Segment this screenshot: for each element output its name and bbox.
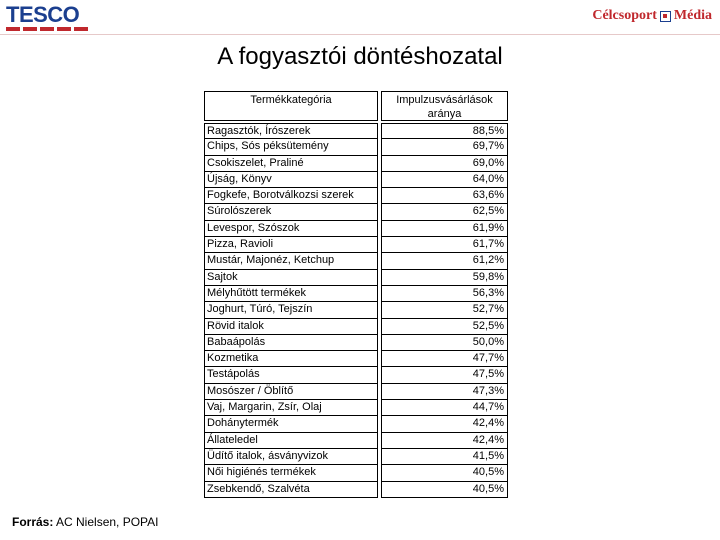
- category-cell: Rövid italok: [204, 319, 378, 335]
- category-cell: Sajtok: [204, 270, 378, 286]
- ratio-cell: 69,0%: [381, 156, 508, 172]
- table-row: [204, 449, 508, 465]
- category-cell: Mélyhűtött termékek: [204, 286, 378, 302]
- table-row: [204, 335, 508, 351]
- table-row: [204, 384, 508, 400]
- table-row: [204, 270, 508, 286]
- ratio-cell: 61,9%: [381, 221, 508, 237]
- ratio-cell: 56,3%: [381, 286, 508, 302]
- category-cell: Női higiénés termékek: [204, 465, 378, 481]
- table-row: [204, 286, 508, 302]
- category-cell: Dohánytermék: [204, 416, 378, 432]
- category-cell: Testápolás: [204, 367, 378, 383]
- category-cell: Vaj, Margarin, Zsír, Olaj: [204, 400, 378, 416]
- ratio-cell: 40,5%: [381, 482, 508, 498]
- table-row: [204, 367, 508, 383]
- table-row: [204, 351, 508, 367]
- ratio-cell: 47,3%: [381, 384, 508, 400]
- category-cell: Babaápolás: [204, 335, 378, 351]
- table-row: [204, 319, 508, 335]
- table-row: [204, 400, 508, 416]
- tesco-stripes-icon: [6, 27, 98, 33]
- ratio-cell: 61,2%: [381, 253, 508, 269]
- table-row: [204, 204, 508, 220]
- table-row: [204, 465, 508, 481]
- column-header-category: [204, 91, 378, 121]
- column-header-ratio-line2: aránya: [427, 108, 462, 120]
- ratio-cell: 59,8%: [381, 270, 508, 286]
- category-cell: Állateledel: [204, 433, 378, 449]
- category-cell: Újság, Könyv: [204, 172, 378, 188]
- category-cell: Kozmetika: [204, 351, 378, 367]
- table-row: [204, 188, 508, 204]
- category-cell: Pizza, Ravioli: [204, 237, 378, 253]
- category-cell: Ragasztók, Írószerek: [204, 123, 378, 139]
- ratio-cell: 47,5%: [381, 367, 508, 383]
- category-cell: Mosószer / Öblítő: [204, 384, 378, 400]
- table-row: [204, 237, 508, 253]
- ratio-cell: 44,7%: [381, 400, 508, 416]
- ratio-cell: 50,0%: [381, 335, 508, 351]
- table-row: [204, 433, 508, 449]
- ratio-cell: 64,0%: [381, 172, 508, 188]
- ratio-cell: 41,5%: [381, 449, 508, 465]
- header-divider: [0, 34, 720, 35]
- ratio-cell: 88,5%: [381, 123, 508, 139]
- ratio-cell: 47,7%: [381, 351, 508, 367]
- table-body: [204, 123, 508, 498]
- table-row: [204, 221, 508, 237]
- ratio-cell: 42,4%: [381, 416, 508, 432]
- celcsoport-media-logo: [592, 7, 712, 25]
- table-row: [204, 156, 508, 172]
- ratio-cell: 63,6%: [381, 188, 508, 204]
- column-header-ratio: [381, 91, 508, 121]
- logo-text-celcsoport: Célcsoport: [592, 8, 657, 23]
- ratio-cell: 52,7%: [381, 302, 508, 318]
- ratio-cell: 62,5%: [381, 204, 508, 220]
- table-row: [204, 416, 508, 432]
- table-row: [204, 123, 508, 139]
- impulse-purchase-table: [200, 88, 512, 500]
- category-cell: Levespor, Szószok: [204, 221, 378, 237]
- table-row: [204, 172, 508, 188]
- category-cell: Csokiszelet, Praliné: [204, 156, 378, 172]
- category-cell: Fogkefe, Borotválkozsi szerek: [204, 188, 378, 204]
- category-cell: Zsebkendő, Szalvéta: [204, 482, 378, 498]
- table-row: [204, 139, 508, 155]
- table-row: [204, 253, 508, 269]
- category-cell: Joghurt, Túró, Tejszín: [204, 302, 378, 318]
- tesco-logo-text: TESCO: [6, 2, 80, 27]
- category-cell: Súrolószerek: [204, 204, 378, 220]
- column-header-ratio-line1: Impulzusvásárlások: [396, 94, 493, 106]
- logo-text-media: Média: [673, 8, 712, 23]
- logo-mark-icon: [660, 11, 671, 22]
- ratio-cell: 69,7%: [381, 139, 508, 155]
- table-row: [204, 302, 508, 318]
- column-header-category-label: Termékkategória: [250, 94, 332, 106]
- ratio-cell: 61,7%: [381, 237, 508, 253]
- source-note: [12, 515, 159, 529]
- category-cell: Mustár, Majonéz, Ketchup: [204, 253, 378, 269]
- category-cell: Üdítő italok, ásványvizok: [204, 449, 378, 465]
- ratio-cell: 52,5%: [381, 319, 508, 335]
- page-title: A fogyasztói döntéshozatal: [217, 43, 503, 70]
- source-label: Forrás:: [12, 515, 54, 529]
- table-row: [204, 482, 508, 498]
- ratio-cell: 40,5%: [381, 465, 508, 481]
- category-cell: Chips, Sós péksütemény: [204, 139, 378, 155]
- ratio-cell: 42,4%: [381, 433, 508, 449]
- tesco-logo: [6, 4, 98, 34]
- source-text: AC Nielsen, POPAI: [53, 515, 159, 529]
